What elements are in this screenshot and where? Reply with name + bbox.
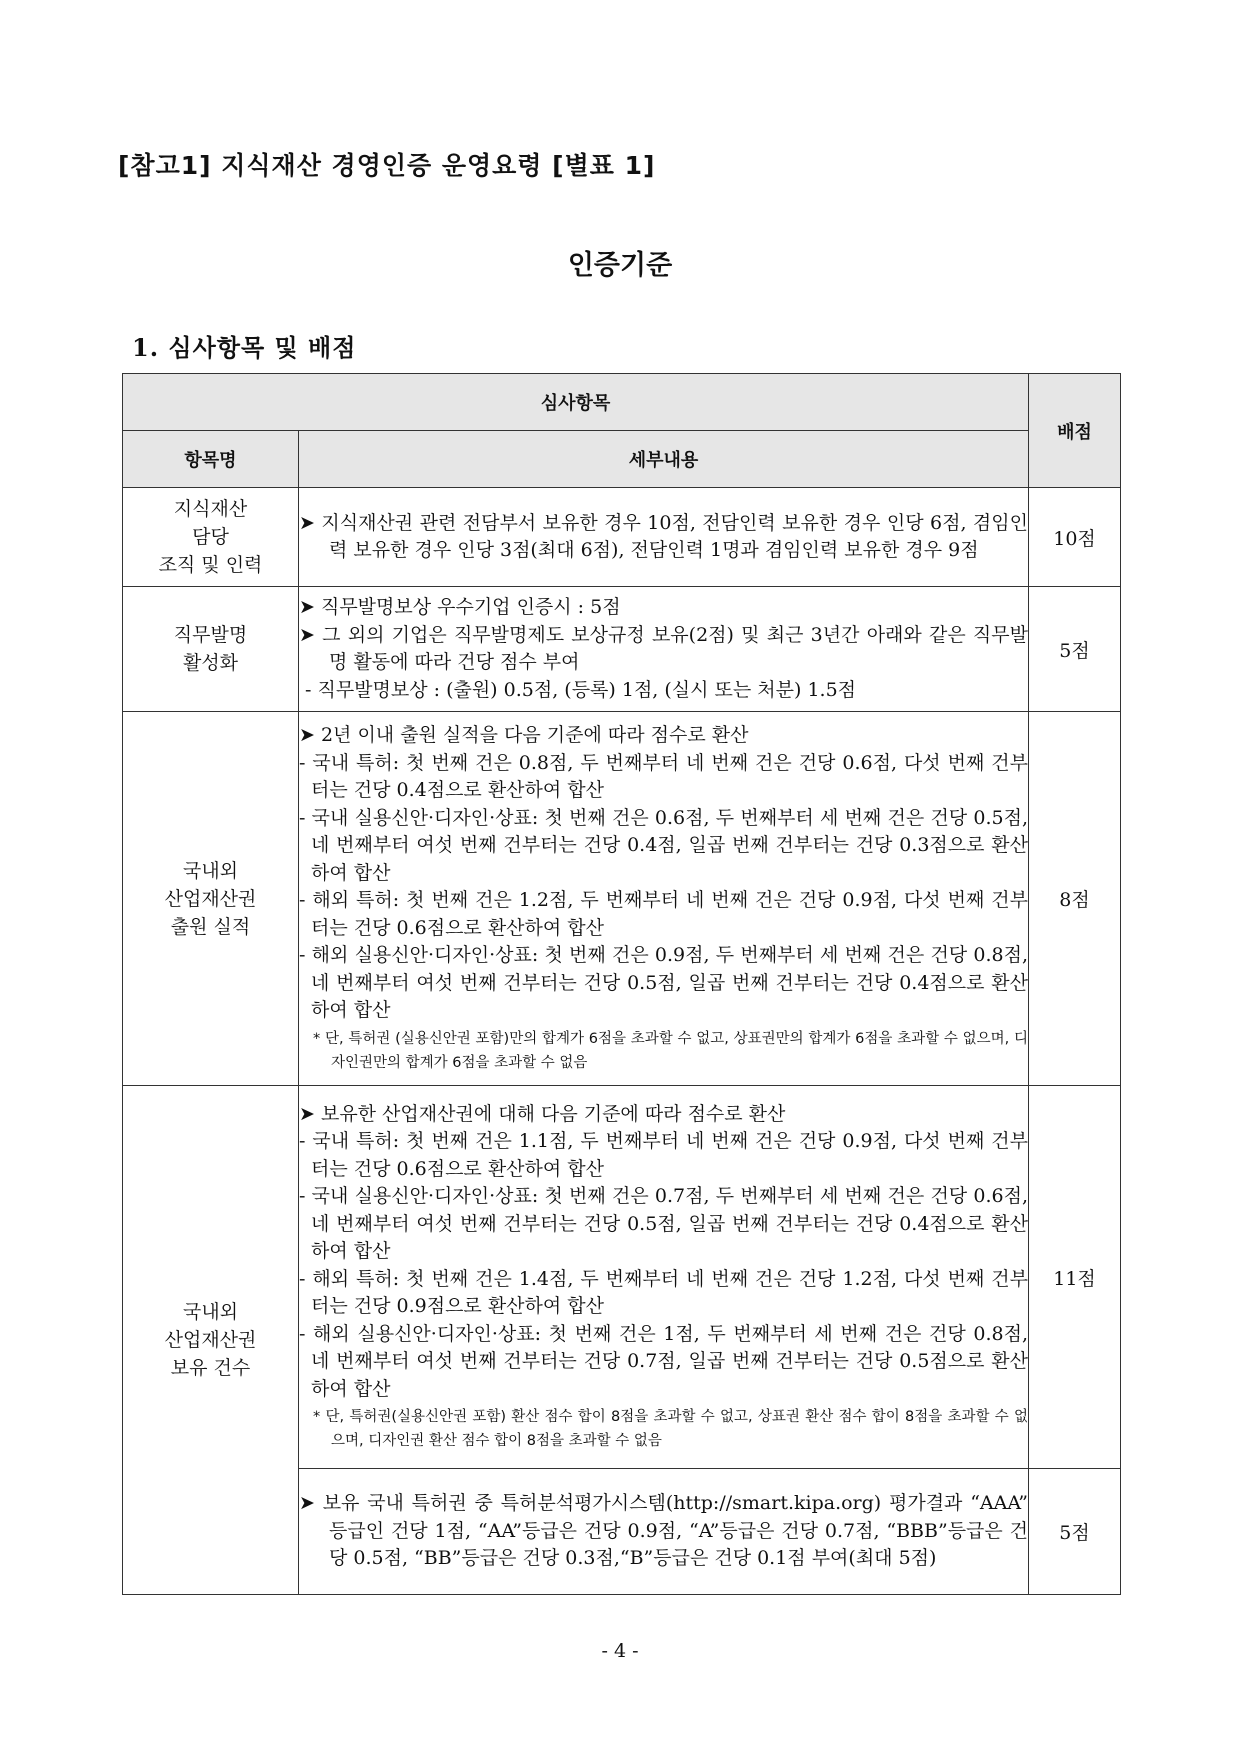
detail-bullet: ➤ 보유 국내 특허권 중 특허분석평가시스템(http://smart.kipa.org) 평가결과 “AAA” 등급인 건당 1점, “AA”등급은 건당 0.9점, “A”등급은 건당 0.7점, “BBB”등급은 건당 0.5점, “BB”등급은 건당 0.3점,“B”등급은 건당 0.1점 부여(최대 5점) [299, 1492, 1028, 1570]
detail-bullet: ➤ 그 외의 기업은 직무발명제도 보상규정 보유(2점) 및 최근 3년간 아래와 같은 직무발명 활동에 따라 건당 점수 부여 [299, 623, 1028, 673]
table-row [123, 712, 1121, 1086]
item-name-cell: 직무발명 활성화 [123, 587, 299, 712]
detail-dash-item: - 직무발명보상 : (출원) 0.5점, (등록) 1점, (실시 또는 처분) 1.5점 [305, 678, 857, 701]
criteria-table [122, 373, 1121, 1595]
detail-cell [299, 1469, 1029, 1595]
item-name-cell: 국내외 산업재산권 출원 실적 [123, 712, 299, 1086]
header-score: 배점 [1029, 374, 1121, 488]
reference-heading: [참고1] 지식재산 경영인증 운영요령 [별표 1] [118, 151, 656, 180]
header-review-items: 심사항목 [123, 374, 1029, 431]
section-heading: 1. 심사항목 및 배점 [132, 333, 357, 362]
item-name-cell: 국내외 산업재산권 보유 건수 [123, 1086, 299, 1595]
detail-bullet: ➤ 직무발명보상 우수기업 인증시 : 5점 [299, 596, 621, 618]
score-cell: 5점 [1029, 587, 1121, 712]
detail-cell [299, 1086, 1029, 1469]
detail-bullet: ➤ 보유한 산업재산권에 대해 다음 기준에 따라 점수로 환산 [299, 1102, 786, 1125]
score-cell: 11점 [1029, 1086, 1121, 1469]
score-cell: 10점 [1029, 488, 1121, 587]
table-row [123, 1086, 1121, 1469]
detail-dash-item: - 해외 실용신안·디자인·상표: 첫 번째 건은 0.9점, 두 번째부터 세 번째 건은 건당 0.8점, 네 번째부터 여섯 번째 건부터는 건당 0.5점, 일곱 번째 건부터는 건당 0.4점으로 환산하여 합산 [299, 944, 1028, 1022]
detail-bullet: ➤ 지식재산권 관련 전담부서 보유한 경우 10점, 전담인력 보유한 경우 인당 6점, 겸임인력 보유한 경우 인당 3점(최대 6점), 전담인력 1명과 겸임인력 보유한 경우 9점 [299, 511, 1028, 561]
detail-dash-item: - 해외 특허: 첫 번째 건은 1.4점, 두 번째부터 네 번째 건은 건당 1.2점, 다섯 번째 건부터는 건당 0.9점으로 환산하여 합산 [299, 1267, 1028, 1318]
page-number: - 4 - [601, 1640, 639, 1662]
item-name-cell: 지식재산 담당 조직 및 인력 [123, 488, 299, 587]
detail-dash-item: - 국내 실용신안·디자인·상표: 첫 번째 건은 0.7점, 두 번째부터 세 번째 건은 건당 0.6점, 네 번째부터 여섯 번째 건부터는 건당 0.5점, 일곱 번째 건부터는 건당 0.4점으로 환산하여 합산 [299, 1185, 1028, 1263]
detail-cell [299, 587, 1029, 712]
table-row [123, 488, 1121, 587]
header-item-name: 항목명 [123, 431, 299, 488]
document-title: 인증기준 [567, 250, 673, 281]
detail-dash-item: - 국내 특허: 첫 번째 건은 1.1점, 두 번째부터 네 번째 건은 건당 0.9점, 다섯 번째 건부터는 건당 0.6점으로 환산하여 합산 [299, 1130, 1028, 1180]
header-detail: 세부내용 [299, 431, 1029, 488]
detail-note: * 단, 특허권(실용신안권 포함) 환산 점수 합이 8점을 초과할 수 없고, 상표권 환산 점수 합이 8점을 초과할 수 없으며, 디자인권 환산 점수 합이 8점을 초과할 수 없음 [313, 1409, 1028, 1450]
table-row [123, 587, 1121, 712]
detail-dash-item: - 국내 특허: 첫 번째 건은 0.8점, 두 번째부터 네 번째 건은 건당 0.6점, 다섯 번째 건부터는 건당 0.4점으로 환산하여 합산 [299, 751, 1028, 802]
detail-cell [299, 488, 1029, 587]
detail-dash-item: - 해외 특허: 첫 번째 건은 1.2점, 두 번째부터 네 번째 건은 건당 0.9점, 다섯 번째 건부터는 건당 0.6점으로 환산하여 합산 [299, 889, 1028, 939]
detail-dash-item: - 국내 실용신안·디자인·상표: 첫 번째 건은 0.6점, 두 번째부터 세 번째 건은 건당 0.5점, 네 번째부터 여섯 번째 건부터는 건당 0.4점, 일곱 번째 건부터는 건당 0.3점으로 환산하여 합산 [299, 806, 1028, 884]
score-cell: 5점 [1029, 1469, 1121, 1595]
detail-note: * 단, 특허권 (실용신안권 포함)만의 합계가 6점을 초과할 수 없고, 상표권만의 합계가 6점을 초과할 수 없으며, 디자인권만의 합계가 6점을 초과할 수 없음 [313, 1030, 1028, 1071]
detail-bullet: ➤ 2년 이내 출원 실적을 다음 기준에 따라 점수로 환산 [299, 724, 749, 747]
score-cell: 8점 [1029, 712, 1121, 1086]
detail-dash-item: - 해외 실용신안·디자인·상표: 첫 번째 건은 1점, 두 번째부터 세 번째 건은 건당 0.8점, 네 번째부터 여섯 번째 건부터는 건당 0.7점, 일곱 번째 건부터는 건당 0.5점으로 환산하여 합산 [299, 1322, 1028, 1400]
detail-cell [299, 712, 1029, 1086]
